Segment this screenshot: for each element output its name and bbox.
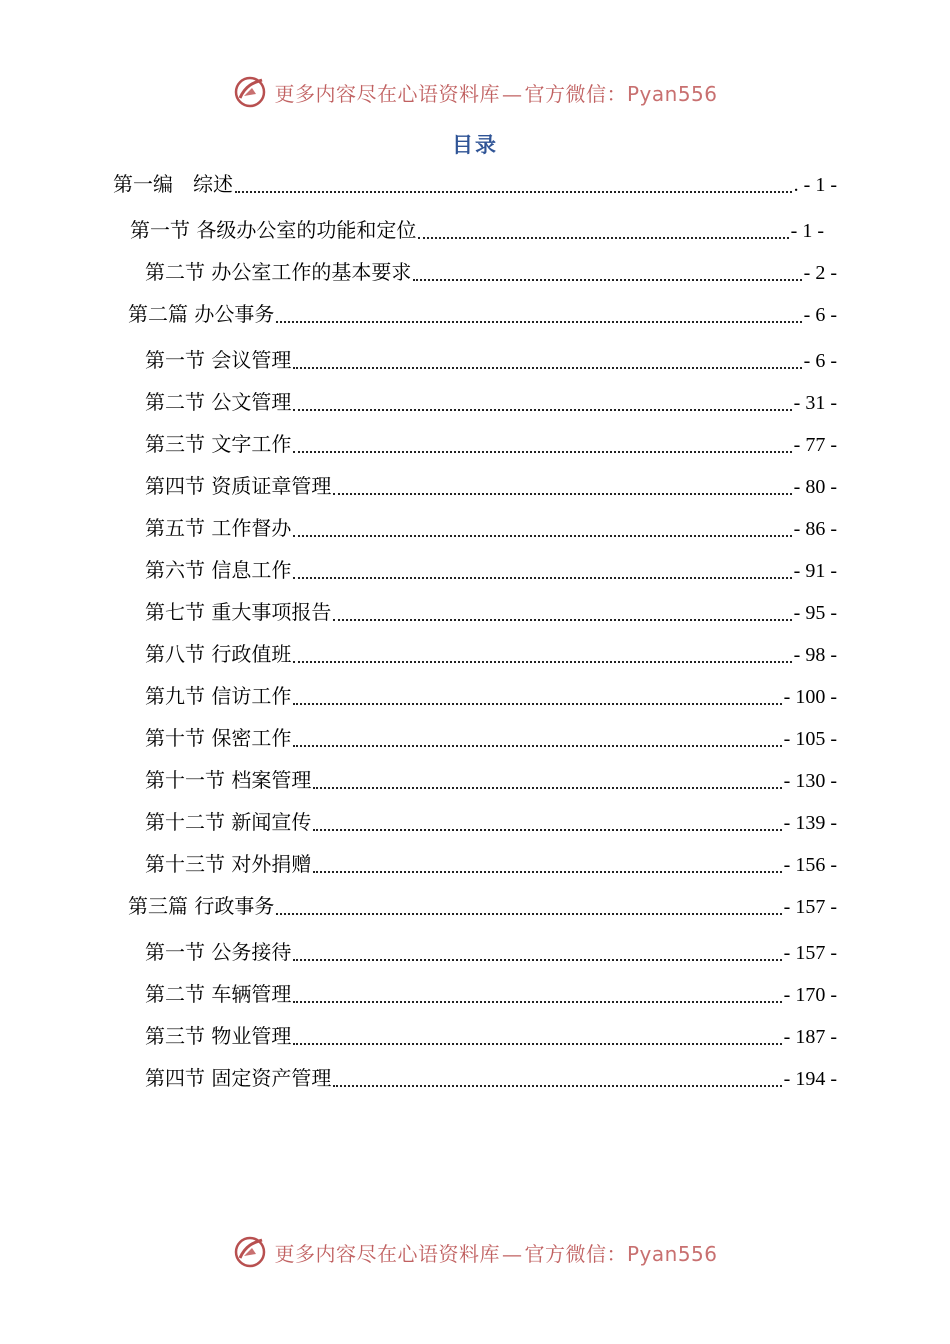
banner-text: [274, 78, 717, 107]
toc-leader-dots: [276, 912, 781, 915]
toc-entry-label: 第七节 重大事项报告: [145, 600, 332, 624]
toc-leader-dots: [293, 366, 801, 369]
banner-slogan: 更多内容尽在心语资料库: [274, 81, 500, 106]
toc-entry-page: - 156 -: [783, 854, 837, 876]
toc-entry-label: 第一节 公务接待: [145, 940, 292, 964]
toc-leader-dots: [235, 190, 792, 193]
toc-entry[interactable]: [145, 430, 837, 459]
toc-entry-label: 第四节 资质证章管理: [145, 474, 332, 498]
toc-entry-page: - 157 -: [783, 942, 837, 964]
toc-entry[interactable]: [145, 724, 837, 753]
toc-entry-page: - 6 -: [803, 304, 837, 326]
toc-entry[interactable]: [145, 1064, 837, 1093]
toc-entry-page: - 105 -: [783, 728, 837, 750]
toc-leader-dots: [333, 618, 791, 621]
toc-entry[interactable]: [128, 892, 837, 921]
toc-entry-label: 第二节 办公室工作的基本要求: [145, 260, 412, 284]
toc-entry-page: - 100 -: [783, 686, 837, 708]
toc-entry[interactable]: [145, 938, 837, 967]
banner-text: [274, 1238, 717, 1267]
toc-entry[interactable]: [145, 766, 837, 795]
toc-entry-label: 第一节 会议管理: [145, 348, 292, 372]
toc-entry[interactable]: [130, 216, 824, 245]
toc-leader-dots: [293, 1042, 781, 1045]
banner-wechat-id: Pyan556: [626, 1241, 718, 1266]
toc-entry-page: - 130 -: [783, 770, 837, 792]
toc-leader-dots: [293, 450, 791, 453]
toc-entry-label: 第九节 信访工作: [145, 684, 292, 708]
toc-entry-page: - 91 -: [793, 560, 837, 582]
banner-wechat-label: 官方微信：: [524, 81, 627, 106]
header-watermark-banner: [0, 72, 950, 112]
toc-entry[interactable]: [145, 850, 837, 879]
toc-entry[interactable]: [145, 472, 837, 501]
toc-entry-label: 第二篇 办公事务: [128, 302, 275, 326]
toc-entry-page: - 95 -: [793, 602, 837, 624]
toc-leader-dots: [293, 744, 781, 747]
toc-entry[interactable]: [128, 300, 837, 329]
toc-entry-page: - 98 -: [793, 644, 837, 666]
toc-entry-page: . - 1 -: [793, 174, 837, 196]
toc-leader-dots: [293, 576, 791, 579]
toc-entry-label: 第四节 固定资产管理: [145, 1066, 332, 1090]
toc-entry-label: 第三篇 行政事务: [128, 894, 275, 918]
brand-logo-icon: [232, 74, 268, 110]
toc-leader-dots: [293, 660, 791, 663]
toc-leader-dots: [313, 828, 781, 831]
toc-entry[interactable]: [145, 346, 837, 375]
toc-entry[interactable]: [145, 640, 837, 669]
toc-leader-dots: [418, 236, 788, 239]
toc-entry[interactable]: [145, 514, 837, 543]
toc-entry-page: - 139 -: [783, 812, 837, 834]
banner-separator: —: [501, 1241, 523, 1266]
toc-entry-label: 第三节 文字工作: [145, 432, 292, 456]
toc-leader-dots: [413, 278, 801, 281]
toc-entry-page: - 187 -: [783, 1026, 837, 1048]
footer-watermark-banner: [0, 1232, 950, 1272]
toc-entry-label: 第一编 综述: [113, 172, 233, 196]
toc-entry-label: 第八节 行政值班: [145, 642, 292, 666]
banner-wechat-id: Pyan556: [626, 81, 718, 106]
banner-separator: —: [501, 81, 523, 106]
toc-entry[interactable]: [145, 682, 837, 711]
toc-entry[interactable]: [145, 980, 837, 1009]
toc-leader-dots: [333, 1084, 781, 1087]
toc-entry[interactable]: [145, 258, 837, 287]
toc-entry-page: - 170 -: [783, 984, 837, 1006]
toc-entry[interactable]: [145, 556, 837, 585]
toc-entry-label: 第三节 物业管理: [145, 1024, 292, 1048]
toc-entry[interactable]: [145, 808, 837, 837]
toc-entry-page: - 194 -: [783, 1068, 837, 1090]
toc-entry-page: - 2 -: [803, 262, 837, 284]
toc-entry-label: 第六节 信息工作: [145, 558, 292, 582]
toc-entry-label: 第十一节 档案管理: [145, 768, 312, 792]
toc-entry-label: 第十节 保密工作: [145, 726, 292, 750]
brand-logo-icon: [232, 1234, 268, 1270]
toc-entry-page: - 6 -: [803, 350, 837, 372]
toc-entry-page: - 77 -: [793, 434, 837, 456]
toc-entry-label: 第二节 车辆管理: [145, 982, 292, 1006]
toc-entry-label: 第一节 各级办公室的功能和定位: [130, 218, 417, 242]
toc-entry[interactable]: [145, 388, 837, 417]
banner-wechat-label: 官方微信：: [524, 1241, 627, 1266]
toc-entry-page: - 1 -: [790, 220, 824, 242]
toc-leader-dots: [313, 870, 781, 873]
toc-leader-dots: [276, 320, 801, 323]
toc-entry-label: 第五节 工作督办: [145, 516, 292, 540]
toc-entry-label: 第十三节 对外捐赠: [145, 852, 312, 876]
toc-entry-page: - 86 -: [793, 518, 837, 540]
toc-entry-label: 第二节 公文管理: [145, 390, 292, 414]
toc-leader-dots: [293, 1000, 781, 1003]
toc-entry[interactable]: [113, 170, 837, 199]
toc-entry-page: - 80 -: [793, 476, 837, 498]
toc-entry[interactable]: [145, 1022, 837, 1051]
toc-title: 目录: [452, 133, 498, 157]
toc-entry-page: - 31 -: [793, 392, 837, 414]
banner-slogan: 更多内容尽在心语资料库: [274, 1241, 500, 1266]
toc-entry-label: 第十二节 新闻宣传: [145, 810, 312, 834]
toc-leader-dots: [293, 408, 791, 411]
toc-leader-dots: [293, 702, 781, 705]
toc-leader-dots: [293, 534, 791, 537]
toc-leader-dots: [333, 492, 791, 495]
toc-leader-dots: [293, 958, 781, 961]
toc-leader-dots: [313, 786, 781, 789]
toc-entry[interactable]: [145, 598, 837, 627]
toc-entry-page: - 157 -: [783, 896, 837, 918]
